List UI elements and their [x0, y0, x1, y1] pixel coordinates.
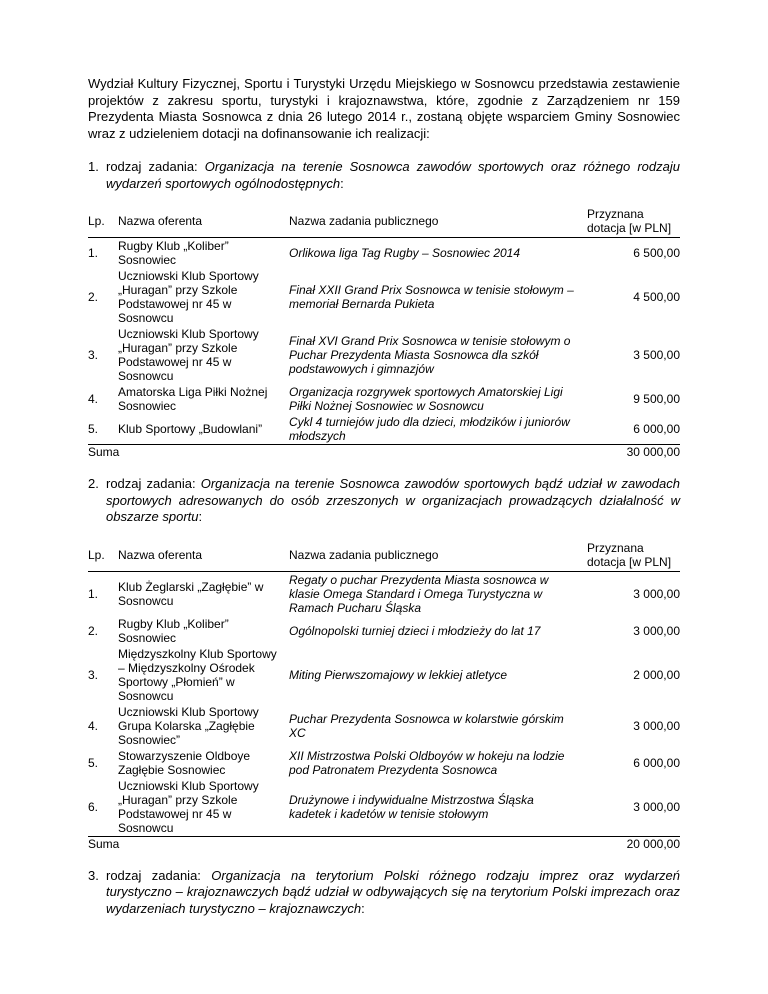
cell-oferent: Uczniowski Klub Sportowy „Huragan” przy Szkole Podstawowej nr 45 w Sosnowcu — [118, 778, 259, 835]
table-body-2 — [88, 571, 680, 851]
table-header-row — [88, 541, 680, 572]
section-title: rodzaj zadania: Organizacja na terenie Sosnowca zawodów sportowych oraz różnego rodzaju wydarzeń sportowych ogólnodostępnych: — [106, 159, 680, 191]
section-title-italic: Organizacja na terenie Sosnowca zawodów sportowych bądź udział w zawodach sportowych adresowanych do osób zrzeszonych w organizacjach prowadzących działalność w obszarze sportu — [106, 476, 681, 524]
header-zadanie: Nazwa zadania publicznego — [289, 547, 439, 562]
cell-lp: 5. — [88, 422, 99, 436]
section-number: 3. — [88, 867, 99, 883]
section-title: rodzaj zadania: Organizacja na terenie Sosnowca zawodów sportowych bądź udział w zawodach sportowych adresowanych do osób zrzeszonych w organizacjach prowadzących działalność w obszarze sportu: — [106, 476, 681, 524]
section-title-italic: Organizacja na terytorium Polski różnego rodzaju imprez oraz wydarzeń turystyczno – krajoznawczych bądź udział w odbywających się na terytorium Polski imprezach oraz wydarzeniach turystyczno – krajoznawczych — [106, 867, 680, 916]
cell-oferent: Uczniowski Klub Sportowy „Huragan” przy Szkole Podstawowej nr 45 w Sosnowcu — [118, 327, 259, 383]
table-row — [88, 704, 680, 748]
cell-zadanie: Finał XVI Grand Prix Sosnowca w tenisie stołowym o Puchar Prezydenta Miasta Sosnowca dla szkół podstawowych i gimnazjów — [289, 334, 571, 376]
cell-oferent: Rugby Klub „Koliber” Sosnowiec — [118, 239, 229, 267]
cell-kwota: 3 000,00 — [633, 623, 680, 638]
header-zadanie: Nazwa zadania publicznego — [289, 214, 439, 228]
cell-zadanie: Cykl 4 turniejów judo dla dzieci, młodzików i juniorów młodszych — [289, 415, 570, 443]
table-row — [88, 778, 680, 837]
header-dotacja: Przyznana dotacja [w PLN] — [587, 540, 672, 569]
cell-lp: 2. — [88, 623, 99, 638]
cell-oferent: Stowarzyszenie Oldboye Zagłębie Sosnowiec — [118, 748, 251, 777]
sum-amount: 30 000,00 — [579, 445, 680, 460]
cell-kwota: 3 000,00 — [633, 799, 680, 814]
cell-oferent: Uczniowski Klub Sportowy „Huragan” przy Szkole Podstawowej nr 45 w Sosnowcu — [118, 269, 259, 325]
section-title: rodzaj zadania: Organizacja na terytorium Polski różnego rodzaju imprez oraz wydarzeń turystyczno – krajoznawczych bądź udział w odbywających się na terytorium Polski imprezach oraz wydarzeniach turystyczno – krajoznawczych: — [106, 867, 680, 916]
cell-zadanie: Organizacja rozgrywek sportowych Amatorskiej Ligi Piłki Nożnej Sosnowiec w Sosnowcu — [289, 385, 563, 413]
sum-amount: 20 000,00 — [579, 836, 680, 851]
cell-kwota: 2 000,00 — [633, 667, 680, 682]
document-page — [88, 76, 680, 917]
intro-paragraph: Wydział Kultury Fizycznej, Sportu i Turystyki Urzędu Miejskiego w Sosnowcu przedstawia zestawienie projektów z zakresu sportu, turystyki i krajoznawstwa, które, zgodnie z Zarządzeniem nr 159 Prezydenta Miasta Sosnowca z dnia 26 lutego 2014 r., zostaną objęte wsparciem Gminy Sosnowiec wraz z udzieleniem dotacji na dofinansowanie ich realizacji: — [88, 76, 680, 141]
section-heading — [88, 476, 680, 526]
section-prefix: rodzaj zadania: — [106, 476, 201, 491]
cell-lp: 1. — [88, 586, 99, 601]
table-body-1 — [88, 238, 680, 460]
cell-zadanie: Regaty o puchar Prezydenta Miasta sosnowca w klasie Omega Standard i Omega Turystyczna w Ramach Pucharu Śląska — [289, 572, 549, 615]
table-header-row — [88, 207, 680, 238]
header-oferent: Nazwa oferenta — [118, 547, 203, 562]
table-row — [88, 238, 680, 269]
cell-lp: 4. — [88, 392, 99, 406]
cell-kwota: 6 000,00 — [633, 755, 680, 770]
cell-kwota: 3 500,00 — [633, 348, 680, 362]
table-row — [88, 616, 680, 646]
cell-zadanie: XII Mistrzostwa Polski Oldboyów w hokeju na lodzie pod Patronatem Prezydenta Sosnowca — [289, 748, 565, 777]
section-number: 2. — [88, 476, 99, 491]
cell-lp: 4. — [88, 718, 99, 733]
cell-kwota: 4 500,00 — [633, 290, 680, 304]
section-number: 1. — [88, 159, 99, 174]
cell-lp: 3. — [88, 348, 99, 362]
section-heading — [88, 868, 680, 918]
section-3 — [88, 868, 680, 918]
cell-kwota: 6 500,00 — [633, 246, 680, 260]
table-row — [88, 571, 680, 616]
table-row — [88, 748, 680, 778]
header-lp: Lp. — [88, 547, 105, 562]
cell-oferent: Klub Sportowy „Budowlani” — [118, 422, 263, 436]
section-prefix: rodzaj zadania: — [106, 159, 205, 174]
cell-zadanie: Drużynowe i indywidualne Mistrzostwa Śląska kadetek i kadetów w tenisie stołowym — [289, 792, 534, 821]
header-lp: Lp. — [88, 214, 105, 228]
table-row — [88, 384, 680, 414]
section-heading — [88, 159, 680, 192]
cell-oferent: Rugby Klub „Koliber” Sosnowiec — [118, 616, 229, 645]
cell-lp: 3. — [88, 667, 99, 682]
cell-lp: 1. — [88, 246, 99, 260]
cell-lp: 6. — [88, 799, 99, 814]
cell-oferent: Uczniowski Klub Sportowy Grupa Kolarska „Zagłębie Sosnowiec” — [118, 704, 259, 747]
cell-lp: 5. — [88, 755, 99, 770]
table-row — [88, 646, 680, 704]
cell-lp: 2. — [88, 290, 99, 304]
cell-kwota: 3 000,00 — [633, 586, 680, 601]
cell-zadanie: Orlikowa liga Tag Rugby – Sosnowiec 2014 — [289, 246, 521, 260]
cell-zadanie: Puchar Prezydenta Sosnowca w kolarstwie górskim XC — [289, 711, 564, 740]
header-oferent: Nazwa oferenta — [118, 214, 203, 228]
cell-zadanie: Ogólnopolski turniej dzieci i młodzieży do lat 17 — [289, 623, 541, 638]
table-row — [88, 326, 680, 384]
table-row — [88, 268, 680, 326]
section-prefix: rodzaj zadania: — [106, 867, 212, 883]
projects-table-1 — [88, 207, 680, 459]
cell-kwota: 3 000,00 — [633, 718, 680, 733]
header-dotacja: Przyznana dotacja [w PLN] — [587, 207, 672, 235]
cell-oferent: Amatorska Liga Piłki Nożnej Sosnowiec — [118, 385, 268, 413]
cell-zadanie: Finał XXII Grand Prix Sosnowca w tenisie stołowym – memoriał Bernarda Pukieta — [289, 283, 574, 311]
sum-label: Suma — [88, 836, 579, 851]
table-row — [88, 414, 680, 445]
cell-kwota: 6 000,00 — [633, 422, 680, 436]
cell-zadanie: Miting Pierwszomajowy w lekkiej atletyce — [289, 667, 508, 682]
sum-row — [88, 836, 680, 851]
section-1 — [88, 159, 680, 459]
section-title-italic: Organizacja na terenie Sosnowca zawodów sportowych oraz różnego rodzaju wydarzeń sportowych ogólnodostępnych — [106, 159, 680, 191]
sum-label: Suma — [88, 445, 579, 460]
cell-oferent: Klub Żeglarski „Zagłębie” w Sosnowcu — [118, 579, 264, 608]
cell-kwota: 9 500,00 — [633, 392, 680, 406]
projects-table-2 — [88, 541, 680, 851]
section-2 — [88, 476, 680, 851]
sum-row — [88, 445, 680, 460]
cell-oferent: Międzyszkolny Klub Sportowy – Międzyszkolny Ośrodek Sportowy „Płomień” w Sosnowcu — [118, 646, 277, 703]
